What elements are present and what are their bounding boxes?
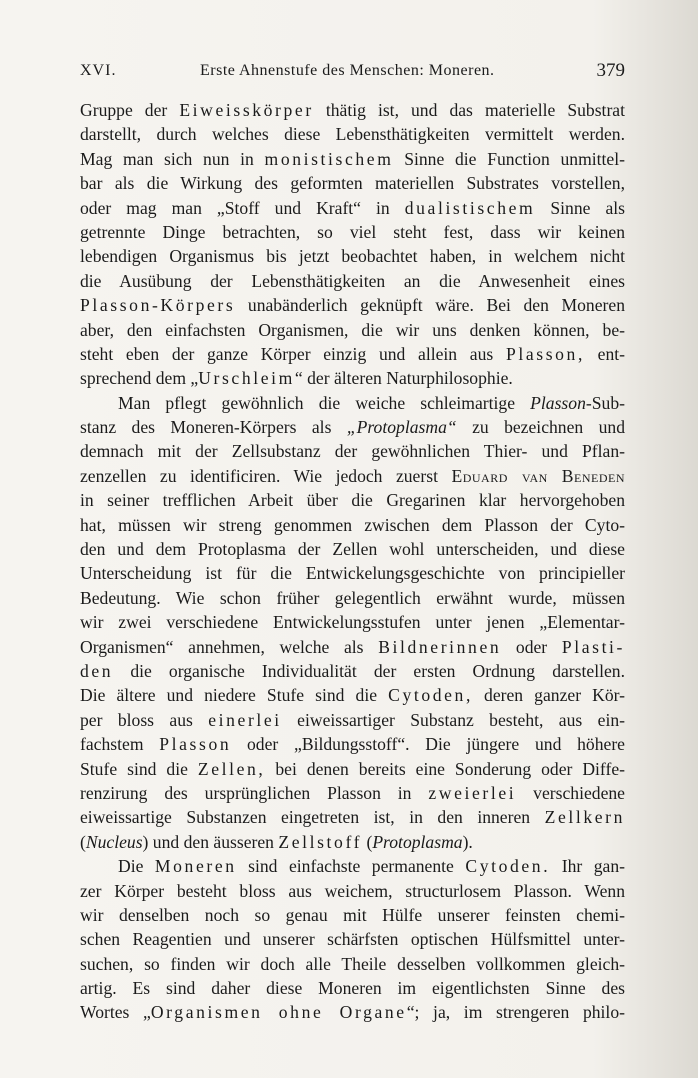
text-run: wir denselben noch so genau mit Hülfe unserer feinsten chemi-: [80, 904, 625, 925]
running-header: [80, 58, 625, 88]
text-run: einerlei: [208, 709, 282, 730]
text-run: Urschleim: [198, 368, 295, 389]
text-line: [80, 854, 625, 878]
text-run: Zellkern: [544, 807, 625, 828]
text-line: [80, 147, 625, 171]
text-run: Bildnerinnen: [378, 636, 502, 657]
text-run: lebendigen Organismus bis jetzt beobachtet haben, in welchem nicht: [80, 246, 625, 267]
text-line: [80, 122, 625, 146]
text-line: [80, 244, 625, 268]
text-run: Die ältere und niedere Stufe sind die: [80, 685, 389, 706]
text-run: Ihr gan-: [550, 856, 625, 877]
text-run: darstellt, durch welches diese Lebensthätigkeiten vermittelt werden.: [80, 124, 625, 145]
text-line: [80, 513, 625, 537]
text-run: den und dem Protoplasma der Zellen wohl unterscheiden, und diese: [80, 539, 625, 560]
text-run: renzirung des ursprünglichen Plasson in: [80, 782, 429, 803]
text-run: aber, den einfachsten Organismen, die wir uns denken können, be-: [80, 319, 625, 340]
text-run: Cytoden,: [388, 685, 473, 706]
text-run: Nucleus: [85, 831, 143, 852]
text-line: [80, 659, 625, 683]
text-run: Unterscheidung ist für die Entwickelungsgeschichte von principieller: [80, 563, 625, 584]
text-run: Die: [118, 856, 155, 877]
text-run: oder mag man „Stoff und Kraft“ in: [80, 197, 405, 218]
text-run: hat, müssen wir streng genommen zwischen dem Plasson der Cyto-: [80, 514, 625, 535]
text-run: die organische Individualität der ersten Ordnung darstellen.: [113, 660, 625, 681]
text-run: (: [80, 831, 86, 852]
text-run: oder „Bildungsstoff“. Die jüngere und höhere: [231, 734, 625, 755]
text-run: Stufe sind die: [80, 758, 198, 779]
text-run: zer Körper besteht bloss aus weichem, structurlosem Plasson. Wenn: [80, 880, 625, 901]
text-run: thätig ist, und das materielle Substrat: [313, 100, 625, 120]
text-line: [80, 171, 625, 195]
text-run: demnach mit der Zellsubstanz der gewöhnlichen Thier- und Pflan-: [80, 441, 625, 462]
text-line: [80, 366, 625, 390]
text-run: “; ja, im strengeren philo-: [406, 1002, 625, 1023]
text-run: sind einfachste permanente: [236, 856, 466, 877]
running-title: Erste Ahnenstufe des Menschen: Moneren.: [200, 62, 495, 79]
text-line: [80, 1000, 625, 1024]
text-line: [80, 879, 625, 903]
text-line: [80, 976, 625, 1000]
text-run: Sinne als: [535, 197, 625, 218]
text-run: die Ausübung der Lebensthätigkeiten an die Anwesenheit eines: [80, 270, 625, 291]
text-run: unabänderlich geknüpft wäre. Bei den Moneren: [235, 295, 625, 316]
text-run: -Sub-: [585, 392, 625, 413]
text-run: Organismen ohne Organe: [150, 1002, 407, 1023]
text-run: eiweissartige Substanzen eingetreten ist, in den inneren: [80, 807, 545, 828]
text-run: dualistischem: [404, 197, 536, 218]
text-run: ) und den äusseren: [142, 831, 279, 852]
text-run: in seiner trefflichen Arbeit über die Gregarinen klar hervorgehoben: [80, 490, 625, 511]
text-line: [80, 586, 625, 610]
text-run: artig. Es sind daher diese Moneren im eigentlichsten Sinne des: [80, 978, 625, 999]
text-run: Zellstoff: [278, 831, 363, 852]
text-line: [80, 439, 625, 463]
text-line: [80, 781, 625, 805]
text-line: [80, 635, 625, 659]
text-line: [80, 391, 625, 415]
text-run: getrennte Dinge betrachten, so viel steht fest, dass wir keinen: [80, 221, 625, 242]
text-run: sprechend dem „: [80, 368, 199, 389]
text-run: “ der älteren Naturphilosophie.: [294, 368, 513, 389]
text-run: schen Reagentien und unserer schärfsten optischen Hülfsmittel unter-: [80, 929, 625, 950]
text-run: „Protoplasma“: [346, 417, 457, 438]
text-line: [80, 488, 625, 512]
text-run: zweierlei: [428, 782, 517, 803]
text-line: [80, 708, 625, 732]
text-run: wir zwei verschiedene Entwickelungsstufen unter jenen „Elementar-: [80, 612, 625, 633]
body-text: [80, 98, 625, 1025]
text-line: [80, 610, 625, 634]
text-run: Plasson,: [505, 343, 585, 364]
text-line: [80, 196, 625, 220]
text-run: ent-: [584, 343, 625, 364]
text-run: den: [80, 660, 114, 681]
text-run: Plasson: [159, 734, 232, 755]
text-line: [80, 805, 625, 829]
text-line: [80, 318, 625, 342]
text-line: [80, 732, 625, 756]
page-number: 379: [596, 60, 625, 81]
text-line: [80, 683, 625, 707]
text-run: fachstem: [80, 734, 160, 755]
text-line: [80, 220, 625, 244]
text-run: Organismen“ annehmen, welche als: [80, 636, 379, 657]
text-run: bar als die Wirkung des geformten materiellen Substrates vorstellen,: [80, 173, 625, 194]
text-line: [80, 342, 625, 366]
text-line: [80, 269, 625, 293]
text-line: [80, 903, 625, 927]
text-run: ).: [462, 831, 473, 852]
text-run: suchen, so finden wir doch alle Theile desselben vollkommen gleich-: [80, 953, 625, 974]
text-run: monistischem: [264, 148, 394, 169]
text-line: [80, 415, 625, 439]
text-run: stanz des Moneren-Körpers als: [80, 417, 347, 438]
text-line: [80, 537, 625, 561]
text-run: Plasti-: [561, 636, 626, 657]
text-run: steht eben der ganze Körper einzig und allein aus: [80, 343, 506, 364]
text-run: zu bezeichnen und: [456, 417, 625, 438]
text-run: bei denen bereits eine Sonderung oder Diffe-: [265, 758, 626, 779]
text-run: Eiweisskörper: [179, 100, 314, 120]
text-line: [80, 952, 625, 976]
text-run: Protoplasma: [372, 831, 463, 852]
text-run: Man pflegt gewöhnlich die weiche schleimartige: [118, 392, 531, 413]
text-run: Moneren: [154, 856, 237, 877]
text-run: zenzellen zu identificiren. Wie jedoch zuerst: [80, 465, 452, 486]
text-line: [80, 927, 625, 951]
text-line: [80, 464, 625, 488]
text-line: [80, 561, 625, 585]
text-run: Mag man sich nun in: [80, 148, 265, 169]
text-run: per bloss aus: [80, 709, 209, 730]
text-run: Eduard van Beneden: [451, 465, 625, 486]
text-run: oder: [501, 636, 562, 657]
text-line: [80, 293, 625, 317]
text-line: [80, 757, 625, 781]
text-run: Sinne die Function unmittel-: [393, 148, 625, 169]
text-line: [80, 98, 625, 122]
text-run: eiweissartiger Substanz besteht, aus ein-: [281, 709, 625, 730]
text-run: Gruppe der: [80, 100, 180, 120]
text-run: (: [362, 831, 373, 852]
text-run: verschiedene: [516, 782, 625, 803]
text-run: deren ganzer Kör-: [472, 685, 626, 706]
text-run: Bedeutung. Wie schon früher gelegentlich erwähnt wurde, müssen: [80, 587, 625, 608]
text-run: Zellen,: [197, 758, 266, 779]
text-run: Cytoden.: [465, 856, 551, 877]
text-line: [80, 830, 625, 854]
chapter-number: XVI.: [80, 62, 117, 79]
text-run: Plasson: [530, 392, 586, 413]
text-run: Wortes „: [80, 1002, 151, 1023]
text-run: Plasson-Körpers: [80, 295, 236, 316]
